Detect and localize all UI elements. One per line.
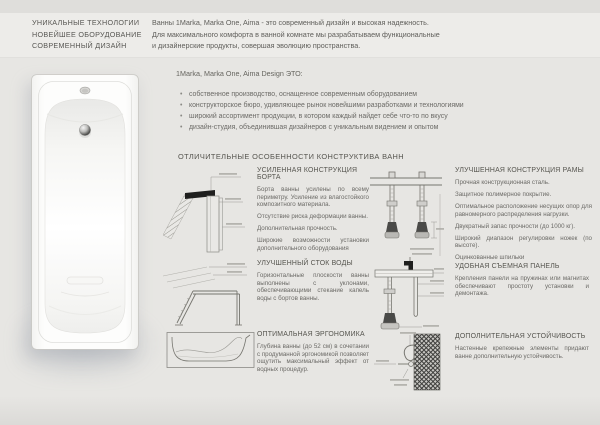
tagline-line: УНИКАЛЬНЫЕ ТЕХНОЛОГИИ [32,18,140,27]
brand-bullet: • конструкторское бюро, удивляющее рынок новейшими разработками и технологиями [180,100,480,111]
feature-reinforced-rim [257,167,369,257]
intro-line: и дизайнерские продукты, совершая эволюцию пространства. [152,41,361,51]
feature-paragraph: Двукратный запас прочности (до 1000 кг). [455,222,575,230]
feature-paragraph: Широкий диапазон регулировки ножек (по высоте). [455,234,592,249]
tagline-line: НОВЕЙШЕЕ ОБОРУДОВАНИЕ [32,29,142,39]
feature-extra-stability [455,333,589,365]
feature-paragraph: Отсутствие риска деформации ванны. [257,213,368,220]
feature-paragraph: Настенные крепежные элементы придают ванне дополнительную устойчивость. [455,345,589,360]
header-intro [152,17,440,52]
water-runoff-diagram [163,261,255,333]
feature-title: УДОБНАЯ СЪЕМНАЯ ПАНЕЛЬ [455,263,560,270]
tagline-line: СОВРЕМЕННЫЙ ДИЗАЙН [32,41,127,51]
feature-title: УСИЛЕННАЯ КОНСТРУКЦИЯ БОРТА [257,167,358,181]
feature-water-runoff [257,260,369,307]
bottom-strip [0,396,600,425]
brand-line-title: 1Marka, Marka One, Aima Design ЭТО: [176,69,303,78]
feature-title: УЛУЧШЕННЫЙ СТОК ВОДЫ [257,260,353,267]
brand-bullet: • широкий ассортимент продукции, в котором каждый найдет себе что-то по вкусу [180,111,480,122]
feature-paragraph: Глубина ванны (до 52 см) в сочетании с продуманной эргономикой позволяет ощутить максимальный эффект от водных процедур. [257,343,369,373]
brand-bullet: • собственное производство, оснащенное современным оборудованием [180,89,480,100]
feature-paragraph: Широкие возможности установки дополнительного оборудования [257,237,369,252]
feature-paragraph: Прочная конструкционная сталь. [455,179,550,186]
feature-paragraph: Крепления панели на пружинах или магнитах обеспечивают простоту установки и демонтажа. [455,275,589,297]
panel-mount-diagram [370,257,446,341]
feature-paragraph: Дополнительная прочность. [257,225,338,232]
rim-reinforcement-diagram [163,167,255,255]
feature-paragraph: Горизонтальные плоскости ванны выполнены с уклонами, обеспечивающими стекание капель воды с бортов ванны. [257,272,369,302]
intro-line: Для максимального комфорта в ванной комнате мы разрабатываем функциональные [152,29,440,39]
feature-paragraph: Защитное полимерное покрытие. [455,191,552,198]
feature-paragraph: Борта ванны усилены по всему периметру. Усиление из влагостойкого композитного материала. [257,186,369,208]
wall-bracket-diagram [370,332,446,392]
feature-title: УЛУЧШЕННАЯ КОНСТРУКЦИЯ РАМЫ [455,167,584,174]
bathtub-top-view-image [31,74,139,350]
feature-title: ДОПОЛНИТЕЛЬНАЯ УСТОЙЧИВОСТЬ [455,333,586,340]
ergonomics-diagram [166,330,256,370]
feature-ergonomics [257,331,369,378]
top-strip [0,0,600,13]
intro-line: Ванны 1Marka, Marka One, Aima - это современный дизайн и высокая надежность. [152,18,429,27]
feature-paragraph: Оптимальное расположение несущих опор для равномерного распределения нагрузки. [455,203,592,218]
brand-bullet: • дизайн-студия, объединившая дизайнеров с уникальным видением и опытом [180,122,480,133]
features-section-heading: ОТЛИЧИТЕЛЬНЫЕ ОСОБЕННОСТИ КОНСТРУКТИВА ВАНН [178,152,405,161]
feature-frame [455,167,592,266]
feature-removable-panel [455,263,589,302]
frame-legs-diagram [370,170,446,262]
header-tagline [32,17,142,52]
feature-paragraph: Оцинкованные шпильки [455,254,525,261]
feature-title: ОПТИМАЛЬНАЯ ЭРГОНОМИКА [257,331,365,338]
brand-bullet-list [180,89,480,133]
